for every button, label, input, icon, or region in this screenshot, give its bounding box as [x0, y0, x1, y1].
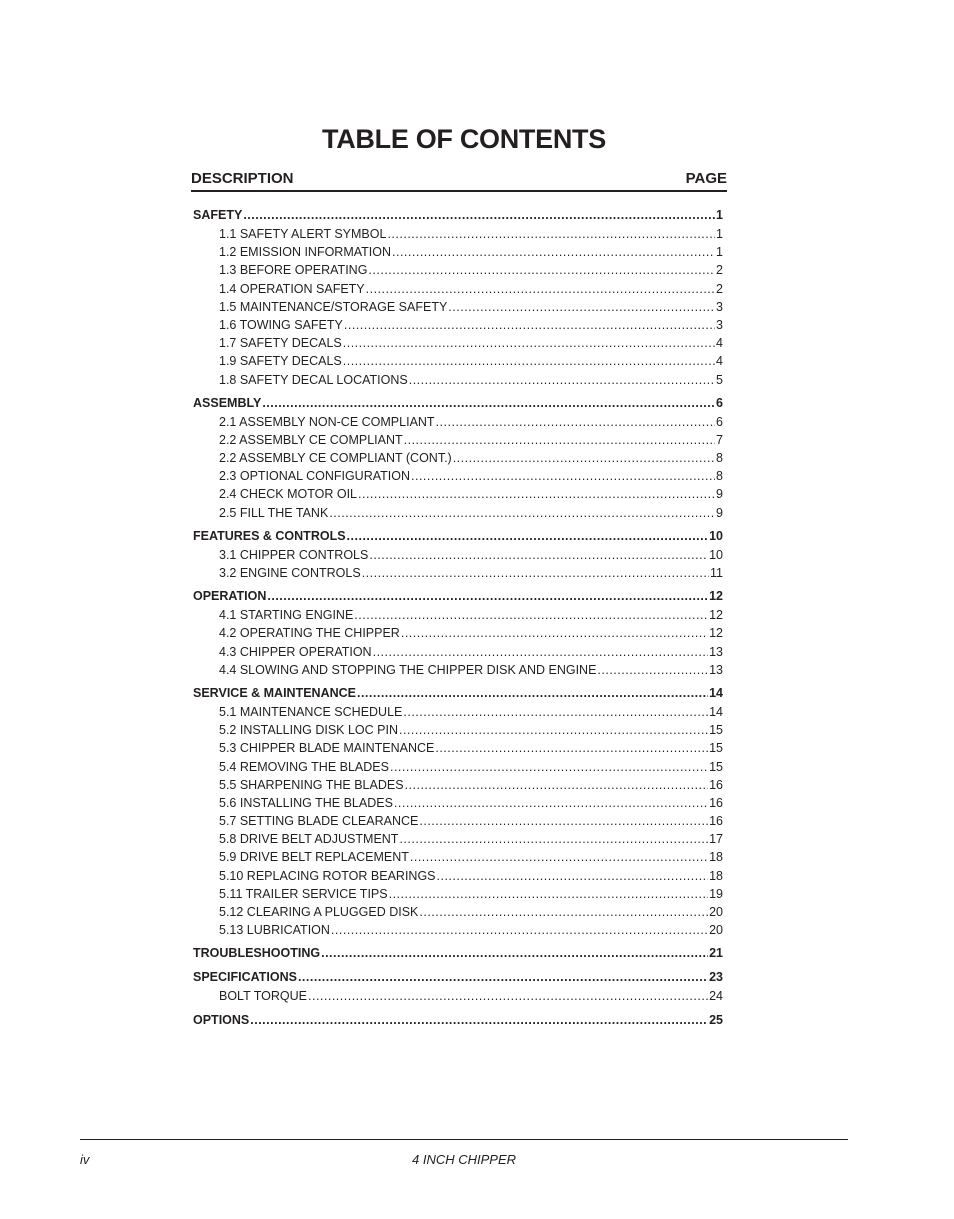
- dot-leader: [389, 885, 709, 903]
- toc-entry-page: 20: [709, 905, 723, 919]
- toc-subsection-item[interactable]: [193, 848, 723, 866]
- toc-entry-page: 3: [716, 299, 723, 314]
- toc-entry-title: 1.5 MAINTENANCE/STORAGE SAFETY: [219, 299, 448, 314]
- toc-entry-title: 4.3 CHIPPER OPERATION: [219, 644, 372, 659]
- footer-divider: [80, 1139, 848, 1140]
- toc-entry-page: 8: [716, 469, 723, 484]
- dot-leader: [597, 661, 708, 679]
- toc-entry-title: 1.9 SAFETY DECALS: [219, 354, 342, 369]
- dot-leader: [405, 776, 709, 794]
- dot-leader: [419, 812, 708, 830]
- dot-leader: [366, 280, 715, 298]
- toc-subsection-item[interactable]: [193, 564, 723, 582]
- toc-entry-title: 1.6 TOWING SAFETY: [219, 317, 343, 332]
- dot-leader: [298, 968, 708, 987]
- dot-leader: [250, 1011, 708, 1030]
- dot-leader: [411, 467, 715, 485]
- description-column-label: DESCRIPTION: [191, 170, 294, 187]
- dot-leader: [243, 206, 715, 225]
- toc-subsection-item[interactable]: [193, 661, 723, 679]
- toc-entry-title: 3.1 CHIPPER CONTROLS: [219, 547, 369, 562]
- toc-subsection-item[interactable]: [193, 449, 723, 467]
- toc-subsection-item[interactable]: [193, 758, 723, 776]
- toc-entry-page: 1: [716, 245, 723, 260]
- column-header: [191, 170, 727, 192]
- toc-section: [193, 684, 723, 939]
- toc-subsection-item[interactable]: [193, 606, 723, 624]
- toc-section: [193, 587, 723, 679]
- toc-entry-title: OPERATION: [193, 589, 267, 604]
- toc-section: [193, 968, 723, 1005]
- toc-section: [193, 394, 723, 522]
- toc-section: [193, 206, 723, 389]
- toc-entry-page: 12: [709, 626, 723, 641]
- toc-subsection-item[interactable]: [193, 739, 723, 757]
- toc-entry-page: 15: [709, 759, 723, 774]
- dot-leader: [368, 261, 715, 279]
- toc-entry-title: 2.1 ASSEMBLY NON-CE COMPLIANT: [219, 414, 435, 429]
- toc-entry-page: 24: [709, 989, 723, 1004]
- dot-leader: [343, 334, 715, 352]
- dot-leader: [369, 546, 708, 564]
- toc-entry-page: 2: [716, 281, 723, 296]
- toc-entry-page: 15: [709, 741, 723, 756]
- dot-leader: [435, 739, 708, 757]
- toc-entry-title: 5.9 DRIVE BELT REPLACEMENT: [219, 850, 409, 865]
- toc-section-heading[interactable]: [193, 206, 723, 225]
- toc-entry-title: 5.7 SETTING BLADE CLEARANCE: [219, 814, 419, 829]
- dot-leader: [321, 944, 708, 963]
- toc-subsection-item[interactable]: [193, 987, 723, 1005]
- toc-subsection-item[interactable]: [193, 794, 723, 812]
- toc-subsection-item[interactable]: [193, 280, 723, 298]
- toc-entry-page: 7: [716, 432, 723, 447]
- toc-subsection-item[interactable]: [193, 298, 723, 316]
- dot-leader: [344, 316, 715, 334]
- toc-entry-page: 18: [709, 850, 723, 865]
- toc-entry-title: 5.1 MAINTENANCE SCHEDULE: [219, 704, 403, 719]
- toc-entry-page: 11: [710, 566, 723, 580]
- toc-subsection-item[interactable]: [193, 546, 723, 564]
- toc-entry-title: 1.1 SAFETY ALERT SYMBOL: [219, 227, 387, 241]
- dot-leader: [357, 684, 708, 703]
- dot-leader: [399, 830, 708, 848]
- toc-subsection-item[interactable]: [193, 812, 723, 830]
- toc-entry-title: SAFETY: [193, 208, 243, 222]
- dot-leader: [401, 624, 708, 642]
- toc-entry-title: 2.4 CHECK MOTOR OIL: [219, 487, 357, 502]
- toc-section: [193, 527, 723, 582]
- dot-leader: [453, 449, 715, 467]
- toc-subsection-item[interactable]: [193, 643, 723, 661]
- toc-entry-title: 5.4 REMOVING THE BLADES: [219, 759, 389, 774]
- toc-subsection-item[interactable]: [193, 316, 723, 334]
- toc-subsection-item[interactable]: [193, 703, 723, 721]
- toc-entry-title: 5.2 INSTALLING DISK LOC PIN: [219, 723, 398, 738]
- dot-leader: [308, 987, 708, 1005]
- dot-leader: [347, 527, 709, 546]
- toc-entry-page: 1: [716, 227, 723, 241]
- dot-leader: [390, 758, 708, 776]
- toc-subsection-item[interactable]: [193, 624, 723, 642]
- toc-subsection-item[interactable]: [193, 261, 723, 279]
- toc-entry-title: 1.2 EMISSION INFORMATION: [219, 245, 392, 260]
- dot-leader: [437, 867, 709, 885]
- dot-leader: [387, 225, 715, 243]
- toc-entry-page: 9: [716, 487, 723, 502]
- toc-subsection-item[interactable]: [193, 504, 723, 522]
- toc-subsection-item[interactable]: [193, 867, 723, 885]
- footer-page-number: iv: [80, 1152, 90, 1167]
- toc-subsection-item[interactable]: [193, 485, 723, 503]
- toc-entry-title: 5.8 DRIVE BELT ADJUSTMENT: [219, 832, 399, 847]
- toc-entry-page: 19: [709, 886, 723, 901]
- dot-leader: [267, 587, 708, 606]
- toc-entry-page: 23: [709, 970, 723, 985]
- toc-entry-title: 5.5 SHARPENING THE BLADES: [219, 777, 404, 792]
- toc-entry-page: 15: [709, 723, 723, 738]
- dot-leader: [419, 903, 708, 921]
- toc-entry-page: 18: [709, 868, 723, 883]
- dot-leader: [448, 298, 715, 316]
- toc-section: [193, 944, 723, 963]
- toc-entry-page: 13: [709, 644, 723, 659]
- toc-subsection-item[interactable]: [193, 776, 723, 794]
- table-of-contents: [193, 206, 723, 1030]
- toc-entry-page: 14: [709, 704, 723, 719]
- toc-section-heading[interactable]: [193, 587, 723, 606]
- toc-entry-page: 1: [716, 208, 723, 222]
- toc-subsection-item[interactable]: [193, 903, 723, 921]
- dot-leader: [362, 564, 709, 582]
- toc-section-heading[interactable]: [193, 684, 723, 703]
- toc-entry-page: 14: [709, 685, 723, 700]
- dot-leader: [394, 794, 708, 812]
- toc-entry-page: 16: [709, 795, 723, 810]
- toc-entry-title: 4.2 OPERATING THE CHIPPER: [219, 626, 400, 641]
- toc-entry-page: 13: [709, 662, 723, 677]
- toc-entry-title: 5.3 CHIPPER BLADE MAINTENANCE: [219, 741, 435, 756]
- toc-entry-page: 25: [709, 1012, 723, 1027]
- toc-subsection-item[interactable]: [193, 352, 723, 370]
- toc-entry-title: 5.12 CLEARING A PLUGGED DISK: [219, 905, 419, 919]
- toc-entry-page: 12: [709, 608, 723, 623]
- toc-entry-title: 1.3 BEFORE OPERATING: [219, 263, 368, 278]
- toc-subsection-item[interactable]: [193, 371, 723, 389]
- dot-leader: [410, 848, 708, 866]
- toc-entry-title: 1.7 SAFETY DECALS: [219, 336, 342, 351]
- toc-entry-title: 4.1 STARTING ENGINE: [219, 608, 354, 623]
- dot-leader: [343, 352, 715, 370]
- toc-entry-page: 10: [709, 528, 723, 543]
- toc-entry-title: OPTIONS: [193, 1012, 250, 1027]
- toc-entry-page: 17: [709, 832, 723, 847]
- toc-entry-page: 2: [716, 263, 723, 278]
- dot-leader: [404, 431, 715, 449]
- toc-entry-title: 5.10 REPLACING ROTOR BEARINGS: [219, 868, 436, 883]
- toc-entry-page: 20: [709, 923, 723, 938]
- toc-subsection-item[interactable]: [193, 467, 723, 485]
- toc-entry-title: 5.11 TRAILER SERVICE TIPS: [219, 886, 388, 901]
- toc-entry-page: 3: [716, 317, 723, 332]
- toc-entry-page: 16: [709, 814, 723, 829]
- toc-entry-title: 3.2 ENGINE CONTROLS: [219, 566, 361, 580]
- toc-section-heading[interactable]: [193, 394, 723, 413]
- toc-subsection-item[interactable]: [193, 334, 723, 352]
- dot-leader: [409, 371, 715, 389]
- toc-entry-page: 10: [709, 547, 723, 562]
- toc-subsection-item[interactable]: [193, 431, 723, 449]
- toc-entry-title: 2.5 FILL THE TANK: [219, 505, 329, 520]
- dot-leader: [399, 721, 708, 739]
- toc-entry-page: 16: [709, 777, 723, 792]
- toc-entry-page: 5: [716, 372, 723, 387]
- toc-entry-title: 2.2 ASSEMBLY CE COMPLIANT: [219, 432, 403, 447]
- toc-entry-page: 6: [716, 414, 723, 429]
- toc-entry-title: ASSEMBLY: [193, 395, 262, 410]
- dot-leader: [358, 485, 715, 503]
- toc-entry-title: 1.8 SAFETY DECAL LOCATIONS: [219, 372, 408, 387]
- toc-entry-title: TROUBLESHOOTING: [193, 946, 321, 961]
- footer-document-title: 4 INCH CHIPPER: [411, 1152, 517, 1167]
- toc-entry-page: 6: [716, 395, 723, 410]
- toc-subsection-item[interactable]: [193, 921, 723, 939]
- toc-entry-title: 5.6 INSTALLING THE BLADES: [219, 795, 393, 810]
- toc-subsection-item[interactable]: [193, 413, 723, 431]
- toc-section-heading[interactable]: [193, 968, 723, 987]
- toc-section: [193, 1011, 723, 1030]
- toc-subsection-item[interactable]: [193, 243, 723, 261]
- dot-leader: [329, 504, 715, 522]
- page-column-label: PAGE: [685, 170, 727, 187]
- toc-section-heading[interactable]: [193, 1011, 723, 1030]
- toc-subsection-item[interactable]: [193, 721, 723, 739]
- toc-entry-title: BOLT TORQUE: [219, 989, 307, 1004]
- dot-leader: [373, 643, 709, 661]
- toc-entry-title: 2.3 OPTIONAL CONFIGURATION: [219, 469, 410, 484]
- toc-section-heading[interactable]: [193, 527, 723, 546]
- toc-entry-title: 1.4 OPERATION SAFETY: [219, 281, 365, 296]
- toc-entry-page: 4: [716, 336, 723, 351]
- dot-leader: [354, 606, 708, 624]
- toc-subsection-item[interactable]: [193, 225, 723, 243]
- toc-entry-title: SPECIFICATIONS: [193, 970, 297, 985]
- dot-leader: [436, 413, 715, 431]
- toc-entry-title: 5.13 LUBRICATION: [219, 923, 330, 938]
- toc-section-heading[interactable]: [193, 944, 723, 963]
- toc-entry-title: 2.2 ASSEMBLY CE COMPLIANT (CONT.): [219, 451, 452, 466]
- toc-entry-page: 8: [716, 451, 723, 466]
- toc-entry-title: FEATURES & CONTROLS: [193, 528, 346, 543]
- toc-entry-page: 9: [716, 505, 723, 520]
- toc-subsection-item[interactable]: [193, 830, 723, 848]
- dot-leader: [392, 243, 715, 261]
- toc-entry-page: 4: [716, 354, 723, 369]
- toc-entry-page: 12: [709, 589, 723, 604]
- dot-leader: [403, 703, 708, 721]
- toc-entry-page: 21: [709, 946, 723, 961]
- toc-entry-title: SERVICE & MAINTENANCE: [193, 685, 356, 700]
- toc-entry-title: 4.4 SLOWING AND STOPPING THE CHIPPER DISK AND ENGINE: [219, 662, 597, 677]
- dot-leader: [262, 394, 715, 413]
- page-title: TABLE OF CONTENTS: [322, 124, 606, 154]
- toc-subsection-item[interactable]: [193, 885, 723, 903]
- dot-leader: [331, 921, 708, 939]
